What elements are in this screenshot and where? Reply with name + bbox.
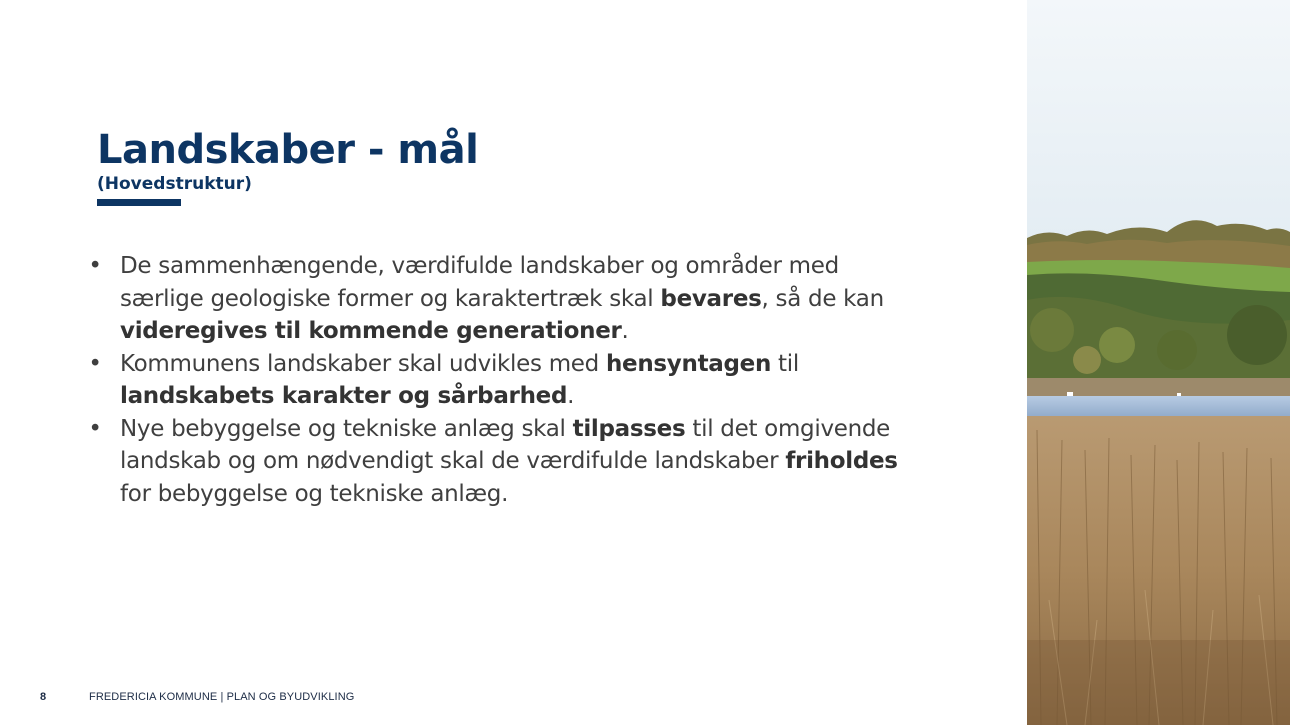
bullet-emphasis: tilpasses — [572, 415, 686, 442]
bullet-symbol: • — [88, 253, 102, 279]
bullet-text: Nye bebyggelse og tekniske anlæg skal — [120, 415, 573, 442]
bullet-symbol: • — [88, 350, 102, 377]
bullet-emphasis: videregives til kommende generationer — [120, 318, 622, 344]
bullet-item — [88, 413, 918, 511]
bullet-symbol: • — [88, 415, 102, 442]
bullet-text: for bebyggelse og tekniske anlæg. — [120, 480, 509, 507]
bullet-list — [88, 250, 918, 510]
bullet-emphasis: friholdes — [785, 448, 898, 474]
bullet-item — [88, 348, 918, 413]
footer-organization: FREDERICIA KOMMUNE | PLAN OG BYUDVIKLING — [89, 691, 355, 703]
title-underline — [97, 199, 181, 206]
bullet-text: . — [621, 318, 629, 344]
bullet-text: til det omgivende landskab og om nødvendigt skal de værdifulde landskaber — [120, 415, 891, 474]
bullet-item — [88, 250, 918, 348]
bullet-emphasis: hensyntagen — [605, 350, 772, 377]
bullet-text: , så de kan — [761, 285, 884, 312]
bullet-text: til — [771, 350, 799, 377]
bullet-text: . — [567, 383, 575, 409]
slide-title: Landskaber - mål — [97, 127, 479, 173]
slide-subtitle: (Hovedstruktur) — [97, 174, 252, 194]
sky — [1027, 0, 1290, 240]
bullet-text: Kommunens landskaber skal udvikles med — [120, 350, 606, 377]
water — [1027, 396, 1290, 418]
bullet-emphasis: bevares — [660, 285, 762, 312]
landscape-photo — [1027, 0, 1290, 725]
bullet-text: De sammenhængende, værdifulde landskaber og områder med særlige geologiske former og karaktertræk skal — [120, 253, 839, 312]
bullet-emphasis: landskabets karakter og sårbarhed — [120, 383, 568, 409]
page-number: 8 — [40, 691, 47, 703]
